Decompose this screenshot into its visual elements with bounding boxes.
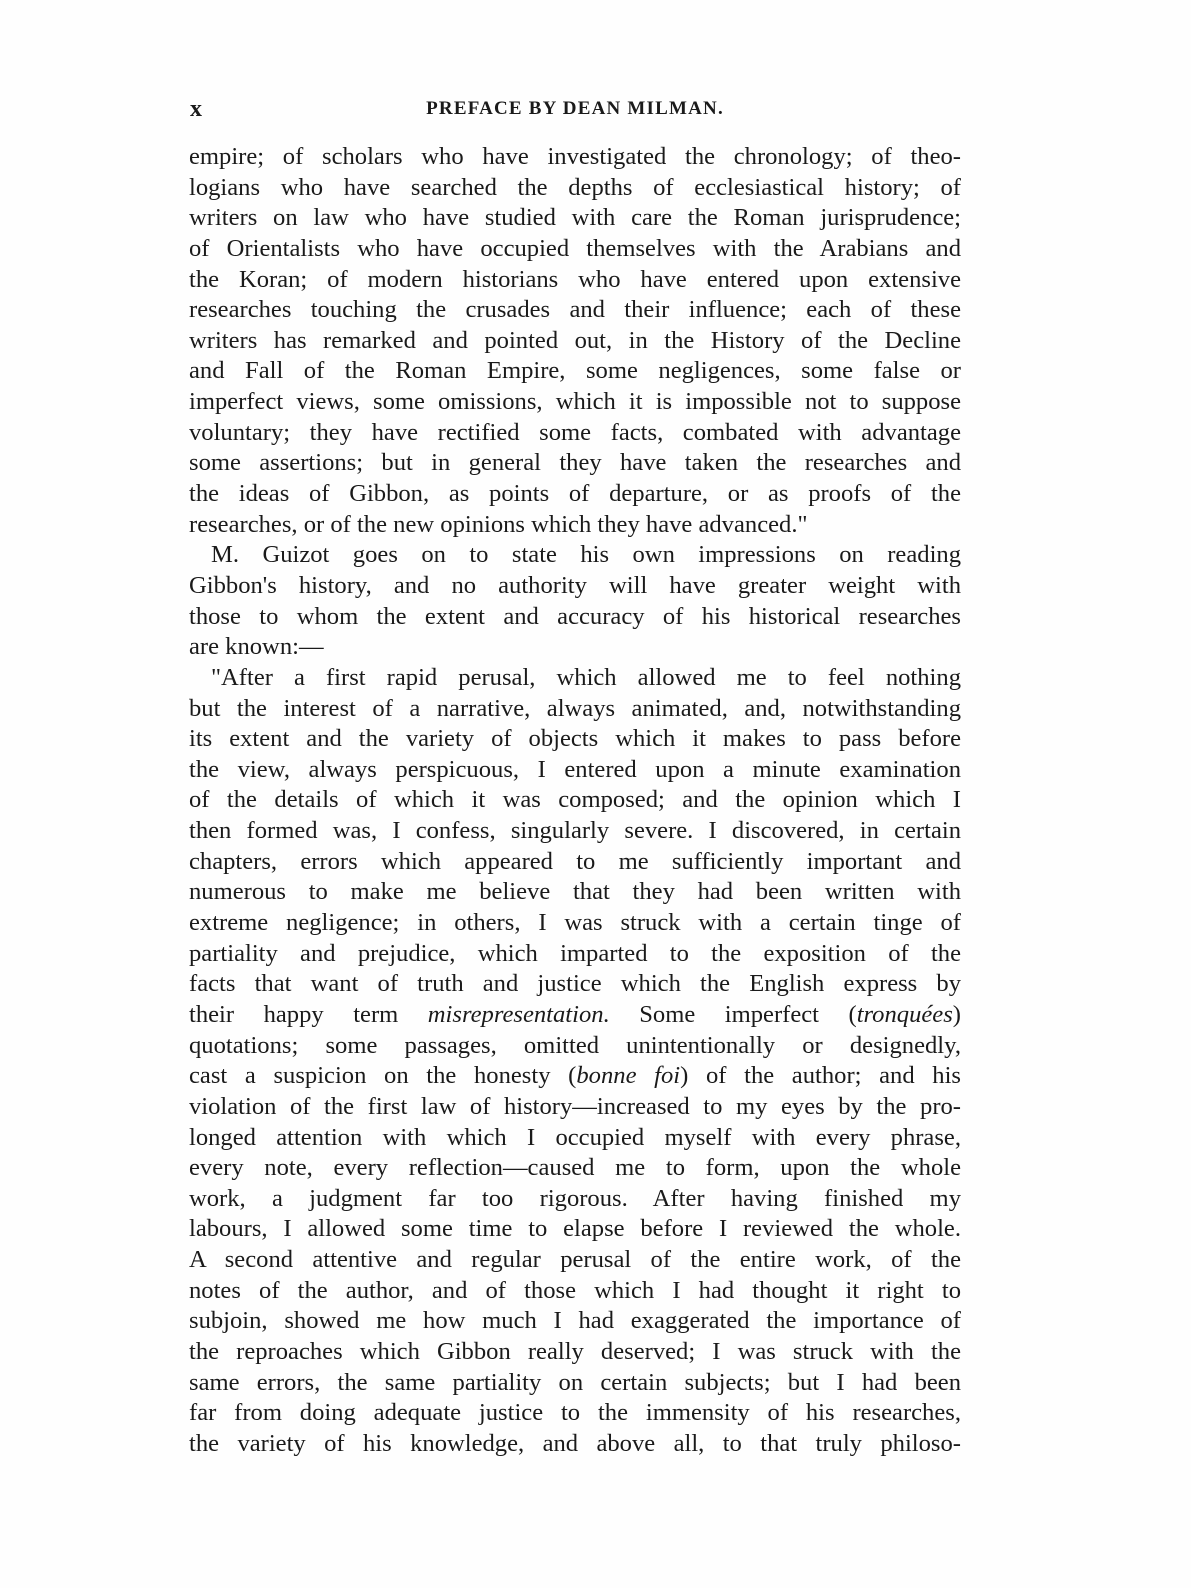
- text-line: the reproaches which Gibbon really deserved; I was struck with the: [189, 1337, 961, 1365]
- text-line: the variety of his knowledge, and above all, to that truly philoso-: [189, 1429, 961, 1457]
- text-line: facts that want of truth and justice which the English express by: [189, 970, 961, 998]
- text-line: chapters, errors which appeared to me sufficiently important and: [189, 847, 961, 875]
- text-line: the Koran; of modern historians who have entered upon extensive: [189, 265, 961, 293]
- text-line: Gibbon's history, and no authority will have greater weight with: [189, 571, 961, 599]
- text-line: imperfect views, some omissions, which it is impossible not to suppose: [189, 388, 961, 416]
- text-line: its extent and the variety of objects which it makes to pass before: [189, 725, 961, 753]
- body-text: [189, 142, 961, 1460]
- text-line: work, a judgment far too rigorous. After having finished my: [189, 1184, 961, 1212]
- text-line: logians who have searched the depths of ecclesiastical history; of: [189, 173, 961, 201]
- running-head: [190, 96, 960, 126]
- text-line: partiality and prejudice, which imparted to the exposition of the: [189, 939, 961, 967]
- line-segment: ) of the author; and his: [680, 1062, 961, 1090]
- line-segment: ): [952, 1000, 961, 1028]
- text-line: empire; of scholars who have investigated the chronology; of theo-: [189, 143, 961, 170]
- text-line: writers has remarked and pointed out, in the History of the Decline: [189, 326, 961, 354]
- text-line: labours, I allowed some time to elapse before I reviewed the whole.: [189, 1215, 961, 1243]
- paragraph-start: M. Guizot goes on to state his own impressions on reading: [211, 541, 961, 569]
- italic-term: misrepresentation.: [427, 1000, 610, 1028]
- italic-term: tronquées: [856, 1000, 953, 1028]
- text-line: but the interest of a narrative, always animated, and, notwithstanding: [189, 694, 961, 722]
- text-line-mixed: [189, 1000, 961, 1031]
- text-line: longed attention with which I occupied myself with every phrase,: [189, 1123, 961, 1151]
- line-segment: cast a suspicion on the honesty (: [189, 1062, 577, 1090]
- line-segment: Some imperfect (: [639, 1000, 857, 1028]
- text-line: of the details of which it was composed; and the opinion which I: [189, 786, 961, 814]
- text-line-mixed: [189, 1061, 961, 1092]
- page-number: x: [190, 96, 203, 122]
- text-line: far from doing adequate justice to the immensity of his researches,: [189, 1399, 961, 1427]
- text-line: the ideas of Gibbon, as points of departure, or as proofs of the: [189, 480, 961, 508]
- text-line: some assertions; but in general they have taken the researches and: [189, 449, 961, 477]
- text-line: quotations; some passages, omitted unintentionally or designedly,: [189, 1031, 961, 1059]
- text-line: the view, always perspicuous, I entered upon a minute examination: [189, 755, 961, 783]
- text-line: notes of the author, and of those which I had thought it right to: [189, 1276, 961, 1304]
- text-line: violation of the first law of history—increased to my eyes by the pro-: [189, 1092, 961, 1120]
- text-line: every note, every reflection—caused me to form, upon the whole: [189, 1154, 961, 1182]
- text-line: researches, or of the new opinions which they have advanced.": [189, 510, 808, 538]
- paragraph-start: "After a first rapid perusal, which allowed me to feel nothing: [211, 663, 961, 691]
- text-line: A second attentive and regular perusal of the entire work, of the: [189, 1246, 961, 1274]
- text-line: numerous to make me believe that they had been written with: [189, 878, 961, 906]
- text-line: same errors, the same partiality on certain subjects; but I had been: [189, 1368, 961, 1396]
- text-line: voluntary; they have rectified some facts, combated with advantage: [189, 418, 961, 446]
- text-line: those to whom the extent and accuracy of his historical researches: [189, 602, 961, 630]
- text-line: writers on law who have studied with care the Roman jurisprudence;: [189, 204, 961, 232]
- running-title: PREFACE BY DEAN MILMAN.: [426, 98, 724, 119]
- text-line: and Fall of the Roman Empire, some negligences, some false or: [189, 357, 961, 385]
- text-line: extreme negligence; in others, I was struck with a certain tinge of: [189, 909, 961, 937]
- italic-term: bonne foi: [576, 1062, 681, 1090]
- line-segment: their happy term: [189, 1000, 399, 1028]
- text-line: researches touching the crusades and their influence; each of these: [189, 296, 961, 324]
- text-line: subjoin, showed me how much I had exaggerated the importance of: [189, 1307, 961, 1335]
- text-line: then formed was, I confess, singularly severe. I discovered, in certain: [189, 817, 961, 845]
- text-line: are known:—: [189, 633, 324, 661]
- text-line: of Orientalists who have occupied themselves with the Arabians and: [189, 234, 961, 262]
